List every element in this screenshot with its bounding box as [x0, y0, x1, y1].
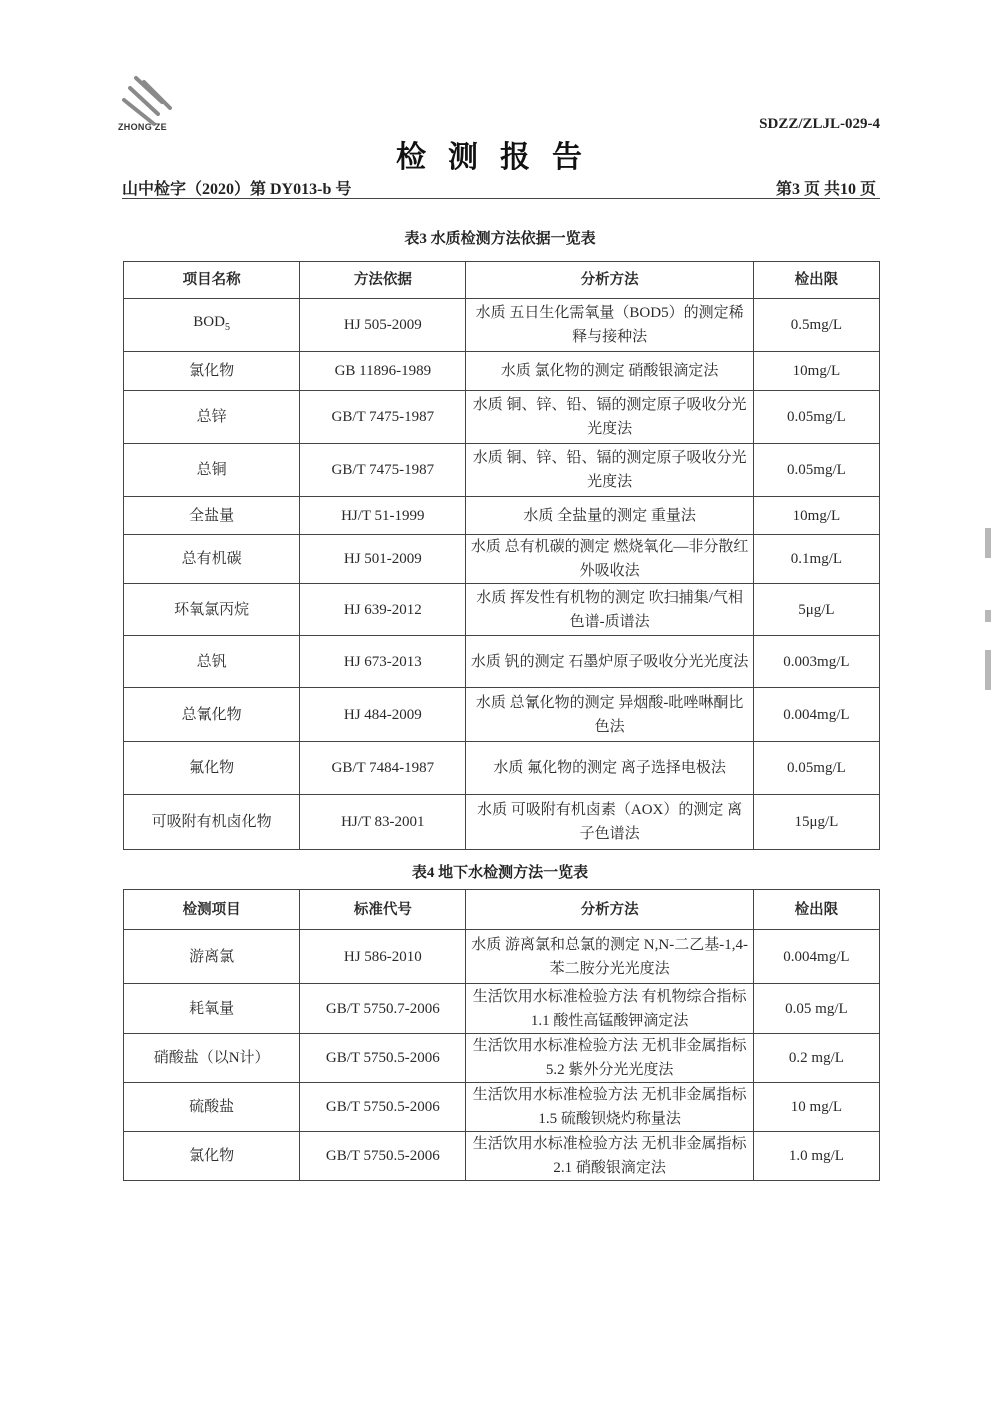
table-row [124, 1034, 880, 1083]
table-row [124, 984, 880, 1034]
cell-standard: GB/T 7475-1987 [300, 391, 466, 444]
cell-standard: GB/T 5750.7-2006 [300, 984, 466, 1034]
cell-method: 水质 氯化物的测定 硝酸银滴定法 [466, 352, 753, 391]
cell-limit: 0.1mg/L [753, 535, 879, 584]
cell-item: 硫酸盐 [124, 1083, 300, 1132]
column-header-method: 分析方法 [466, 262, 753, 299]
document-code: SDZZ/ZLJL-029-4 [759, 116, 880, 132]
cell-method: 生活饮用水标准检验方法 无机非金属指标 1.5 硫酸钡烧灼称量法 [466, 1083, 753, 1132]
cell-method: 水质 游离氯和总氯的测定 N,N-二乙基-1,4-苯二胺分光光度法 [466, 930, 753, 984]
cell-item: 环氧氯丙烷 [124, 584, 300, 636]
cell-limit: 10mg/L [753, 497, 879, 535]
column-header-method: 分析方法 [466, 890, 753, 930]
table-row [124, 742, 880, 795]
cell-standard: GB/T 5750.5-2006 [300, 1034, 466, 1083]
cell-item: 总锌 [124, 391, 300, 444]
cell-standard: GB/T 5750.5-2006 [300, 1132, 466, 1181]
cell-limit: 0.05mg/L [753, 444, 879, 497]
table-row [124, 636, 880, 688]
cell-method: 水质 挥发性有机物的测定 吹扫捕集/气相色谱-质谱法 [466, 584, 753, 636]
cell-standard: HJ 505-2009 [300, 299, 466, 352]
cell-method: 水质 钒的测定 石墨炉原子吸收分光光度法 [466, 636, 753, 688]
cell-method: 水质 铜、锌、铅、镉的测定原子吸收分光光度法 [466, 444, 753, 497]
cell-method: 生活饮用水标准检验方法 有机物综合指标1.1 酸性高锰酸钾滴定法 [466, 984, 753, 1034]
column-header-limit: 检出限 [753, 890, 879, 930]
cell-method: 水质 五日生化需氧量（BOD5）的测定稀释与接种法 [466, 299, 753, 352]
column-header-standard: 方法依据 [300, 262, 466, 299]
cell-standard: GB/T 7484-1987 [300, 742, 466, 795]
column-header-standard: 标准代号 [300, 890, 466, 930]
cell-method: 水质 铜、锌、铅、镉的测定原子吸收分光光度法 [466, 391, 753, 444]
table-row [124, 352, 880, 391]
cell-standard: HJ 586-2010 [300, 930, 466, 984]
cell-item: 总铜 [124, 444, 300, 497]
cell-item: 氯化物 [124, 352, 300, 391]
cell-standard: HJ/T 83-2001 [300, 795, 466, 850]
cell-item: 氯化物 [124, 1132, 300, 1181]
table-row [124, 1132, 880, 1181]
cell-limit: 1.0 mg/L [753, 1132, 879, 1181]
cell-limit: 0.003mg/L [753, 636, 879, 688]
seal-edge-mark [985, 610, 991, 622]
table-row [124, 688, 880, 742]
cell-item: $BOD_5$ [124, 299, 300, 352]
cell-item: 硝酸盐（以N计） [124, 1034, 300, 1083]
cell-item: 耗氧量 [124, 984, 300, 1034]
cell-limit: 0.2 mg/L [753, 1034, 879, 1083]
table-row [124, 299, 880, 352]
cell-item: 游离氯 [124, 930, 300, 984]
header-divider [122, 198, 880, 199]
table3-header-row [124, 262, 880, 299]
column-header-item: 检测项目 [124, 890, 300, 930]
cell-item: 总有机碳 [124, 535, 300, 584]
cell-standard: HJ 484-2009 [300, 688, 466, 742]
cell-limit: 0.5mg/L [753, 299, 879, 352]
column-header-item: 项目名称 [124, 262, 300, 299]
cell-method: 水质 可吸附有机卤素（AOX）的测定 离子色谱法 [466, 795, 753, 850]
table-row [124, 795, 880, 850]
cell-method: 水质 总有机碳的测定 燃烧氧化—非分散红外吸收法 [466, 535, 753, 584]
cell-method: 水质 全盐量的测定 重量法 [466, 497, 753, 535]
cell-standard: HJ 501-2009 [300, 535, 466, 584]
cell-item: 可吸附有机卤化物 [124, 795, 300, 850]
cell-standard: HJ 639-2012 [300, 584, 466, 636]
cell-item: 全盐量 [124, 497, 300, 535]
page-title: 检测报告 [396, 140, 604, 175]
cell-limit: 0.004mg/L [753, 930, 879, 984]
cell-standard: HJ/T 51-1999 [300, 497, 466, 535]
cell-method: 水质 总氰化物的测定 异烟酸-吡唑啉酮比色法 [466, 688, 753, 742]
cell-method: 生活饮用水标准检验方法 无机非金属指标 5.2 紫外分光光度法 [466, 1034, 753, 1083]
cell-standard: HJ 673-2013 [300, 636, 466, 688]
table-row [124, 1083, 880, 1132]
cell-method: 生活饮用水标准检验方法 无机非金属指标 2.1 硝酸银滴定法 [466, 1132, 753, 1181]
cell-method: 水质 氟化物的测定 离子选择电极法 [466, 742, 753, 795]
cell-item: 总氰化物 [124, 688, 300, 742]
cell-item: 总钒 [124, 636, 300, 688]
cell-standard: GB 11896-1989 [300, 352, 466, 391]
table4-header-row [124, 890, 880, 930]
table3-caption: 表3 水质检测方法依据一览表 [404, 231, 596, 247]
cell-limit: 15μg/L [753, 795, 879, 850]
column-header-limit: 检出限 [753, 262, 879, 299]
table4-caption: 表4 地下水检测方法一览表 [411, 865, 589, 881]
table3-water-quality-methods [123, 261, 880, 850]
cell-standard: GB/T 5750.5-2006 [300, 1083, 466, 1132]
cell-limit: 0.004mg/L [753, 688, 879, 742]
cell-limit: 5μg/L [753, 584, 879, 636]
cell-limit: 0.05mg/L [753, 391, 879, 444]
cell-standard: GB/T 7475-1987 [300, 444, 466, 497]
seal-edge-mark [985, 650, 991, 690]
cell-item: 氟化物 [124, 742, 300, 795]
seal-edge-mark [985, 528, 991, 558]
logo-text: ZHONG ZE [118, 122, 167, 132]
cell-limit: 0.05mg/L [753, 742, 879, 795]
table-row [124, 535, 880, 584]
table4-groundwater-methods [123, 889, 880, 1181]
cell-limit: 0.05 mg/L [753, 984, 879, 1034]
cell-limit: 10mg/L [753, 352, 879, 391]
table-row [124, 584, 880, 636]
table-row [124, 930, 880, 984]
table-row [124, 444, 880, 497]
report-number: 山中检字（2020）第 DY013-b 号 [122, 181, 352, 198]
cell-limit: 10 mg/L [753, 1083, 879, 1132]
page-info: 第3 页 共10 页 [775, 181, 876, 198]
table-row [124, 497, 880, 535]
table-row [124, 391, 880, 444]
